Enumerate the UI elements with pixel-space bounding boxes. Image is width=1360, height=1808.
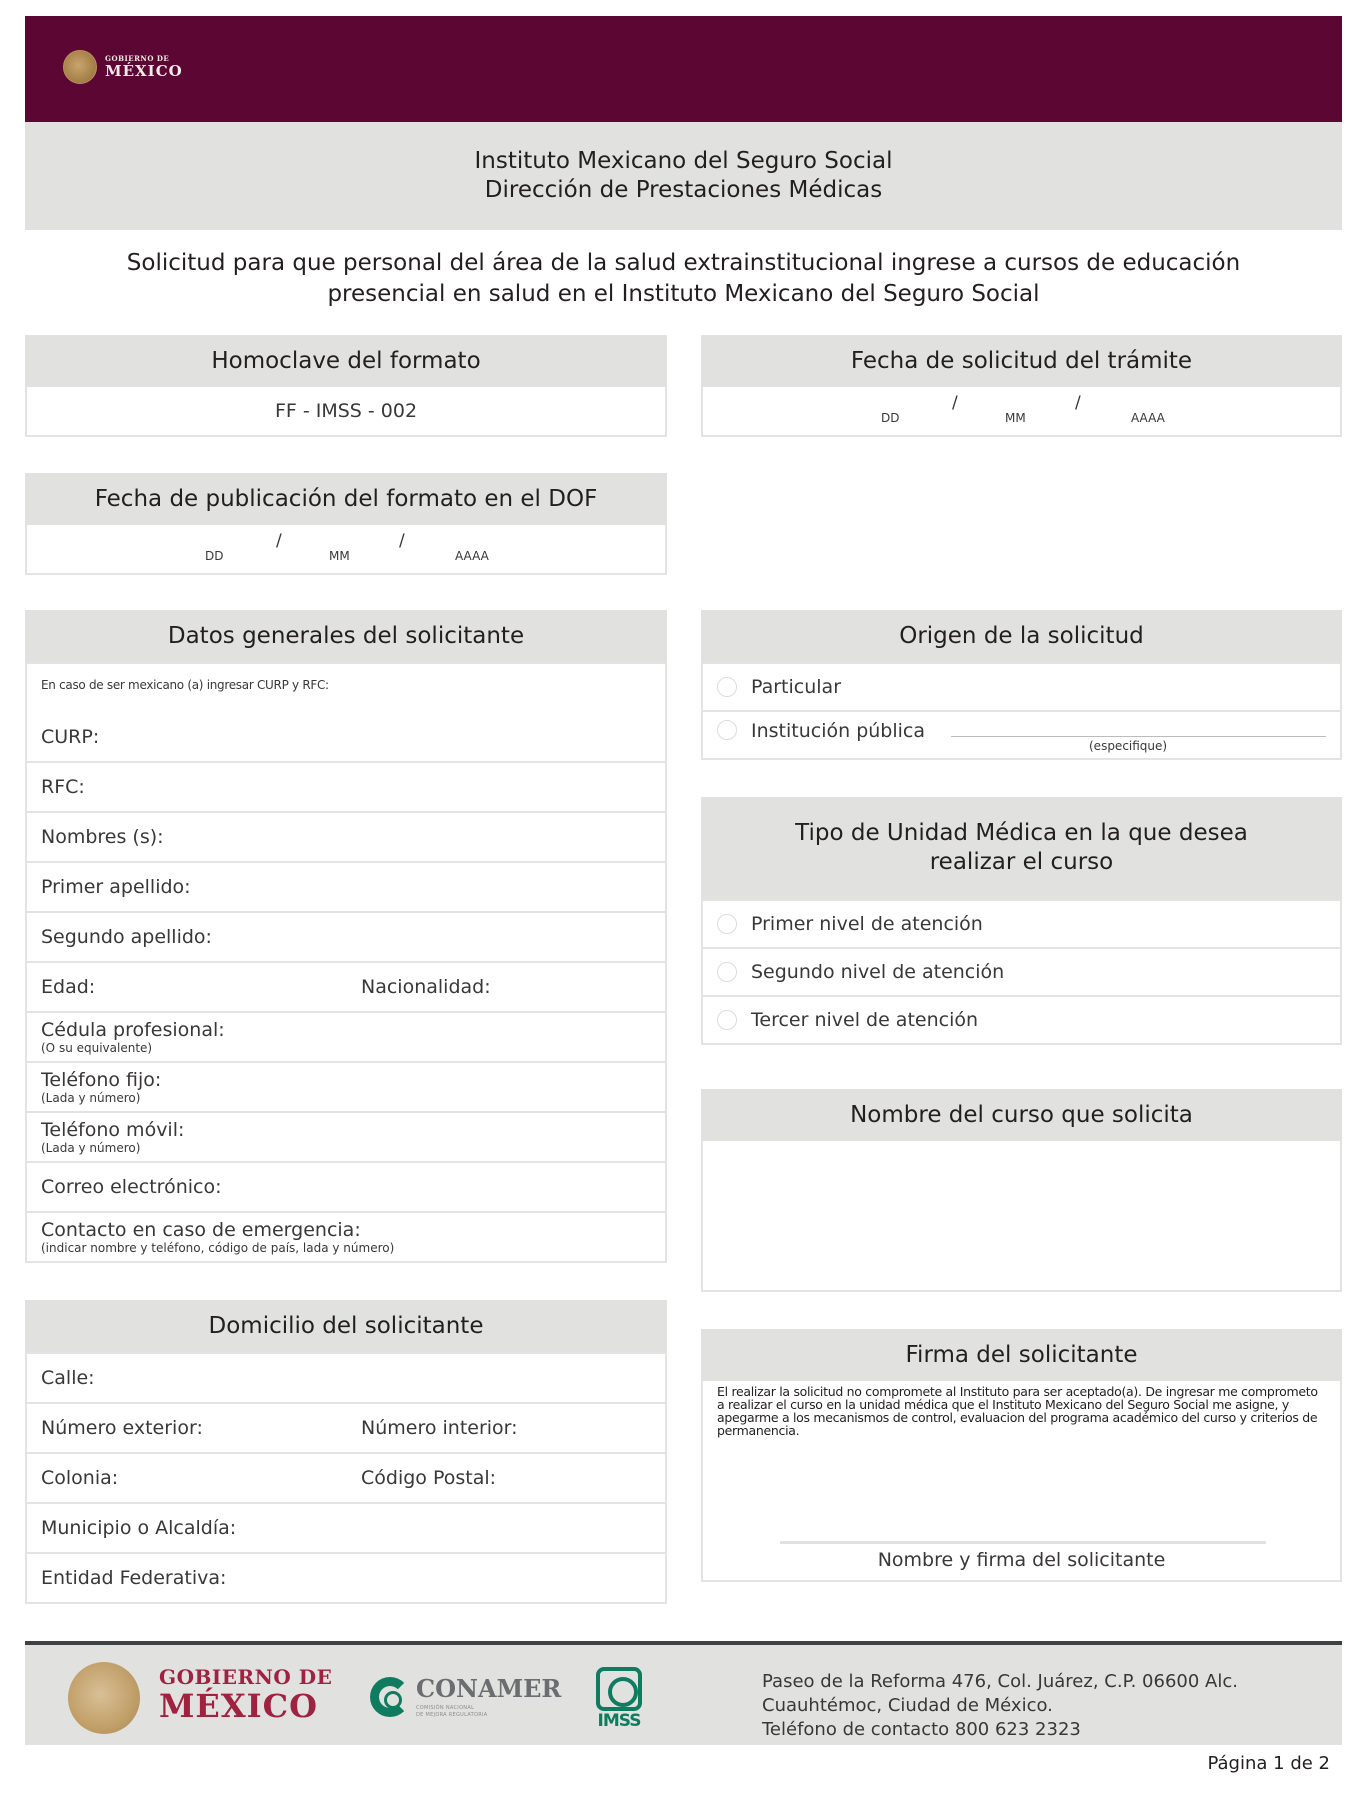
numero-row[interactable] (27, 1402, 665, 1452)
form-title: Solicitud para que personal del área de la salud extrainstitucional ingrese a cursos de educación presencial en salud en el Instituto Mexicano del Seguro Social (126, 250, 1241, 307)
gobierno-mexico-logo (63, 50, 183, 84)
day-label: DD (205, 549, 224, 563)
section-header: Tipo de Unidad Médica en la que desea realizar el curso (701, 797, 1342, 899)
rfc-field[interactable]: RFC: (27, 761, 665, 811)
tipo-option-segundo-nivel[interactable]: Segundo nivel de atención (703, 947, 1340, 995)
institution-name: Instituto Mexicano del Seguro Social (474, 148, 893, 174)
edad-nacionalidad-row[interactable] (27, 961, 665, 1011)
fecha-dof-section (25, 473, 667, 575)
footer (25, 1645, 1342, 1745)
radio-button[interactable] (717, 677, 737, 697)
section-header: Origen de la solicitud (701, 610, 1342, 662)
correo-field[interactable]: Correo electrónico: (27, 1161, 665, 1211)
section-header: Firma del solicitante (701, 1329, 1342, 1381)
numero-interior-label: Número interior: (361, 1417, 518, 1439)
colonia-label: Colonia: (41, 1467, 119, 1489)
fecha-solicitud-section (701, 335, 1342, 437)
calle-field[interactable]: Calle: (27, 1352, 665, 1402)
curso-section (701, 1089, 1342, 1292)
year-label: AAAA (1131, 411, 1165, 425)
origen-option-particular[interactable]: Particular (703, 662, 1340, 710)
radio-button[interactable] (717, 962, 737, 982)
cedula-field[interactable]: Cédula profesional: (O su equivalente) (27, 1011, 665, 1061)
curp-label: CURP: (41, 726, 100, 748)
conamer-logo: CONAMER COMISIÓN NACIONAL DE MEJORA REGULATORIA (370, 1677, 561, 1718)
logo-line2: MÉXICO (105, 62, 183, 80)
fecha-solicitud-field[interactable] (703, 387, 1340, 435)
radio-button[interactable] (717, 914, 737, 934)
homoclave-section (25, 335, 667, 437)
tipo-option-primer-nivel[interactable]: Primer nivel de atención (703, 899, 1340, 947)
national-seal-icon (63, 50, 97, 84)
curp-rfc-note: En caso de ser mexicano (a) ingresar CURP y RFC: (41, 678, 329, 692)
month-label: MM (329, 549, 350, 563)
origen-option-institucion[interactable]: Institución pública (especifique) (703, 710, 1340, 758)
radio-button[interactable] (717, 1010, 737, 1030)
fecha-dof-field[interactable] (27, 525, 665, 573)
homoclave-value: FF - IMSS - 002 (274, 400, 418, 422)
section-header: Domicilio del solicitante (25, 1300, 667, 1352)
codigo-postal-label: Código Postal: (361, 1467, 497, 1489)
national-seal-icon (68, 1662, 140, 1734)
radio-button[interactable] (717, 720, 737, 740)
telefono-movil-field[interactable]: Teléfono móvil: (Lada y número) (27, 1111, 665, 1161)
entidad-field[interactable]: Entidad Federativa: (27, 1552, 665, 1602)
origen-section (701, 610, 1342, 760)
contact-phone: Teléfono de contacto 800 623 2323 (762, 1719, 1081, 1740)
logo-line1: GOBIERNO DE (105, 54, 170, 63)
numero-exterior-label: Número exterior: (41, 1417, 203, 1439)
curp-field[interactable] (27, 662, 665, 761)
date-separator: / (276, 531, 282, 551)
signature-label: Nombre y firma del solicitante (877, 1549, 1166, 1571)
firma-disclaimer: El realizar la solicitud no compromete al Instituto para ser aceptado(a). De ingresar me comprometo a realizar el curso en la unidad médica que el Instituto Mexicano del Seguro Social me asigne, y apegarme a los mecanismos de control, evaluacion del programa académico del curso y criterios de permanencia. (717, 1384, 1318, 1438)
month-label: MM (1005, 411, 1026, 425)
gobierno-mexico-logo: GOBIERNO DE MÉXICO (159, 1665, 333, 1725)
date-separator: / (399, 531, 405, 551)
nombres-field[interactable]: Nombres (s): (27, 811, 665, 861)
page-number: Página 1 de 2 (1207, 1753, 1330, 1774)
municipio-field[interactable]: Municipio o Alcaldía: (27, 1502, 665, 1552)
primer-apellido-field[interactable]: Primer apellido: (27, 861, 665, 911)
domicilio-section (25, 1300, 667, 1604)
especifique-label: (especifique) (1089, 739, 1168, 753)
tipo-unidad-section (701, 797, 1342, 1045)
section-header: Homoclave del formato (25, 335, 667, 387)
institution-band (25, 122, 1342, 230)
top-brand-bar (25, 16, 1342, 122)
direction-name: Dirección de Prestaciones Médicas (484, 177, 883, 203)
conamer-icon (370, 1677, 410, 1717)
section-header: Fecha de publicación del formato en el DOF (25, 473, 667, 525)
signature-line[interactable] (780, 1541, 1266, 1544)
datos-generales-section (25, 610, 667, 1263)
day-label: DD (881, 411, 900, 425)
section-header: Nombre del curso que solicita (701, 1089, 1342, 1141)
date-separator: / (1075, 393, 1081, 413)
imss-logo: IMSS (592, 1667, 646, 1730)
imss-emblem-icon (596, 1667, 642, 1711)
especifique-line[interactable] (951, 736, 1326, 737)
edad-label: Edad: (41, 976, 96, 998)
section-header: Fecha de solicitud del trámite (701, 335, 1342, 387)
year-label: AAAA (455, 549, 489, 563)
segundo-apellido-field[interactable]: Segundo apellido: (27, 911, 665, 961)
telefono-fijo-field[interactable]: Teléfono fijo: (Lada y número) (27, 1061, 665, 1111)
contacto-emergencia-field[interactable]: Contacto en caso de emergencia: (indicar nombre y teléfono, código de país, lada y número) (27, 1211, 665, 1261)
section-header: Datos generales del solicitante (25, 610, 667, 662)
curso-input[interactable] (703, 1141, 1340, 1290)
nacionalidad-label: Nacionalidad: (361, 976, 491, 998)
contact-address: Paseo de la Reforma 476, Col. Juárez, C.P. 06600 Alc. Cuauhtémoc, Ciudad de México. Teléfono de contacto 800 623 2323 (762, 1671, 1238, 1740)
colonia-cp-row[interactable] (27, 1452, 665, 1502)
firma-section (701, 1329, 1342, 1582)
date-separator: / (952, 393, 958, 413)
tipo-option-tercer-nivel[interactable]: Tercer nivel de atención (703, 995, 1340, 1043)
